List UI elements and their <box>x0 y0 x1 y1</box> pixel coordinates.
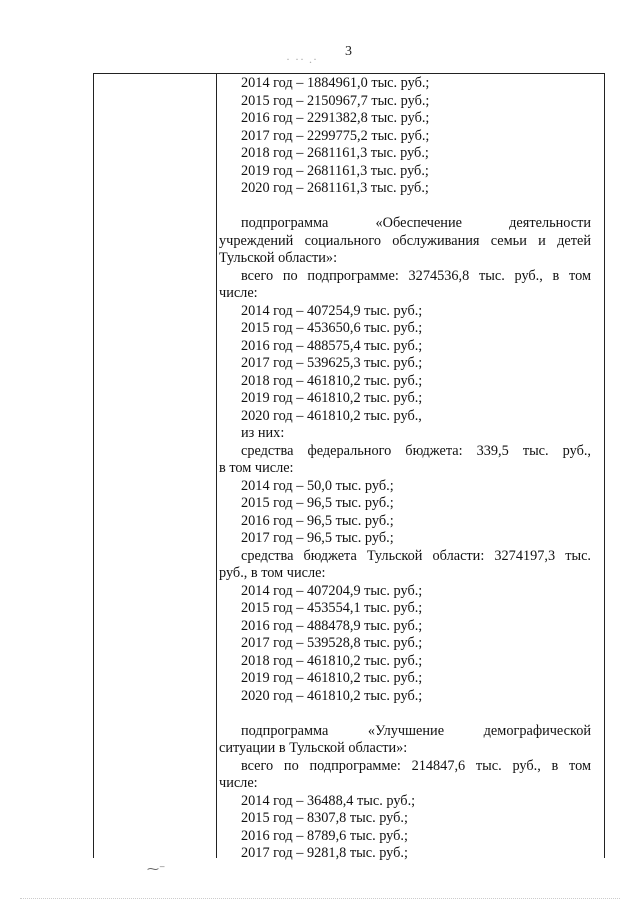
subprogram-total: всего по подпрограмме: 214847,6 тыс. руб., в том <box>241 757 591 774</box>
year-line: 2016 год – 8789,6 тыс. руб.; <box>241 827 408 844</box>
program-table <box>93 73 605 861</box>
table-left-border <box>93 73 94 858</box>
year-line: 2016 год – 488478,9 тыс. руб.; <box>241 617 423 634</box>
year-line: 2020 год – 2681161,3 тыс. руб.; <box>241 180 429 196</box>
year-line: 2015 год – 8307,8 тыс. руб.; <box>241 810 408 826</box>
year-line: 2016 год – 96,5 тыс. руб.; <box>241 512 394 529</box>
year-line: 2016 год – 2291382,8 тыс. руб.; <box>241 110 430 126</box>
year-line: 2015 год – 453650,6 тыс. руб.; <box>241 320 423 336</box>
regional-budget-total: средства бюджета Тульской области: 3274197,3 тыс. <box>241 547 591 564</box>
year-line: 2017 год – 2299775,2 тыс. руб.; <box>241 127 430 144</box>
regional-budget-cont: руб., в том числе: <box>219 565 326 581</box>
year-line: 2018 год – 461810,2 тыс. руб.; <box>241 652 423 669</box>
subprogram-block-1 <box>219 215 591 705</box>
table-top-border <box>93 73 605 74</box>
year-line: 2017 год – 96,5 тыс. руб.; <box>241 530 394 546</box>
year-line: 2017 год – 9281,8 тыс. руб.; <box>241 845 408 861</box>
year-line: 2015 год – 96,5 тыс. руб.; <box>241 495 394 511</box>
year-line: 2014 год – 36488,4 тыс. руб.; <box>241 792 416 809</box>
subprogram-title-cont: Тульской области»: <box>219 250 338 266</box>
subprogram-title-cont: учреждений социального обслуживания семьи и детей <box>219 232 591 249</box>
year-line: 2020 год – 461810,2 тыс. руб.; <box>241 687 423 704</box>
subprogram-total: всего по подпрограмме: 3274536,8 тыс. руб., в том <box>241 267 591 284</box>
scan-smudge: · ·· .· <box>286 52 318 66</box>
year-line: 2020 год – 461810,2 тыс. руб., <box>241 407 422 424</box>
scan-mark: ⁓⁻ <box>147 862 166 876</box>
year-line: 2014 год – 407204,9 тыс. руб.; <box>241 582 423 599</box>
federal-budget-cont: в том числе: <box>219 460 294 476</box>
year-line: 2018 год – 461810,2 тыс. руб.; <box>241 372 423 389</box>
year-line: 2019 год – 2681161,3 тыс. руб.; <box>241 162 429 179</box>
year-line: 2017 год – 539625,3 тыс. руб.; <box>241 355 423 371</box>
subprogram-total-cont: числе: <box>219 285 258 301</box>
year-line: 2019 год – 461810,2 тыс. руб.; <box>241 670 423 686</box>
scan-edge-noise <box>20 894 620 899</box>
year-line: 2018 год – 2681161,3 тыс. руб.; <box>241 145 429 161</box>
table-column-divider <box>216 73 217 858</box>
subprogram-block-2 <box>219 723 591 863</box>
subprogram-total-cont: числе: <box>219 775 258 791</box>
year-line: 2017 год – 539528,8 тыс. руб.; <box>241 635 423 651</box>
year-line: 2014 год – 50,0 тыс. руб.; <box>241 477 394 494</box>
table-right-border <box>604 73 605 858</box>
year-line: 2016 год – 488575,4 тыс. руб.; <box>241 337 423 354</box>
year-line: 2015 год – 453554,1 тыс. руб.; <box>241 600 423 616</box>
page-number: 3 <box>345 44 352 59</box>
top-years-list <box>219 75 591 198</box>
year-line: 2014 год – 407254,9 тыс. руб.; <box>241 302 423 319</box>
subprogram-title: подпрограмма «Улучшение демографической <box>241 722 591 739</box>
of-them-label: из них: <box>241 425 285 441</box>
subprogram-title: подпрограмма «Обеспечение деятельности <box>241 215 591 231</box>
year-line: 2015 год – 2150967,7 тыс. руб.; <box>241 92 430 109</box>
year-line: 2014 год – 1884961,0 тыс. руб.; <box>241 75 430 91</box>
year-line: 2019 год – 461810,2 тыс. руб.; <box>241 390 423 406</box>
subprogram-title-cont: ситуации в Тульской области»: <box>219 740 408 756</box>
financing-cell <box>219 75 591 863</box>
federal-budget-total: средства федерального бюджета: 339,5 тыс. руб., <box>241 442 591 459</box>
